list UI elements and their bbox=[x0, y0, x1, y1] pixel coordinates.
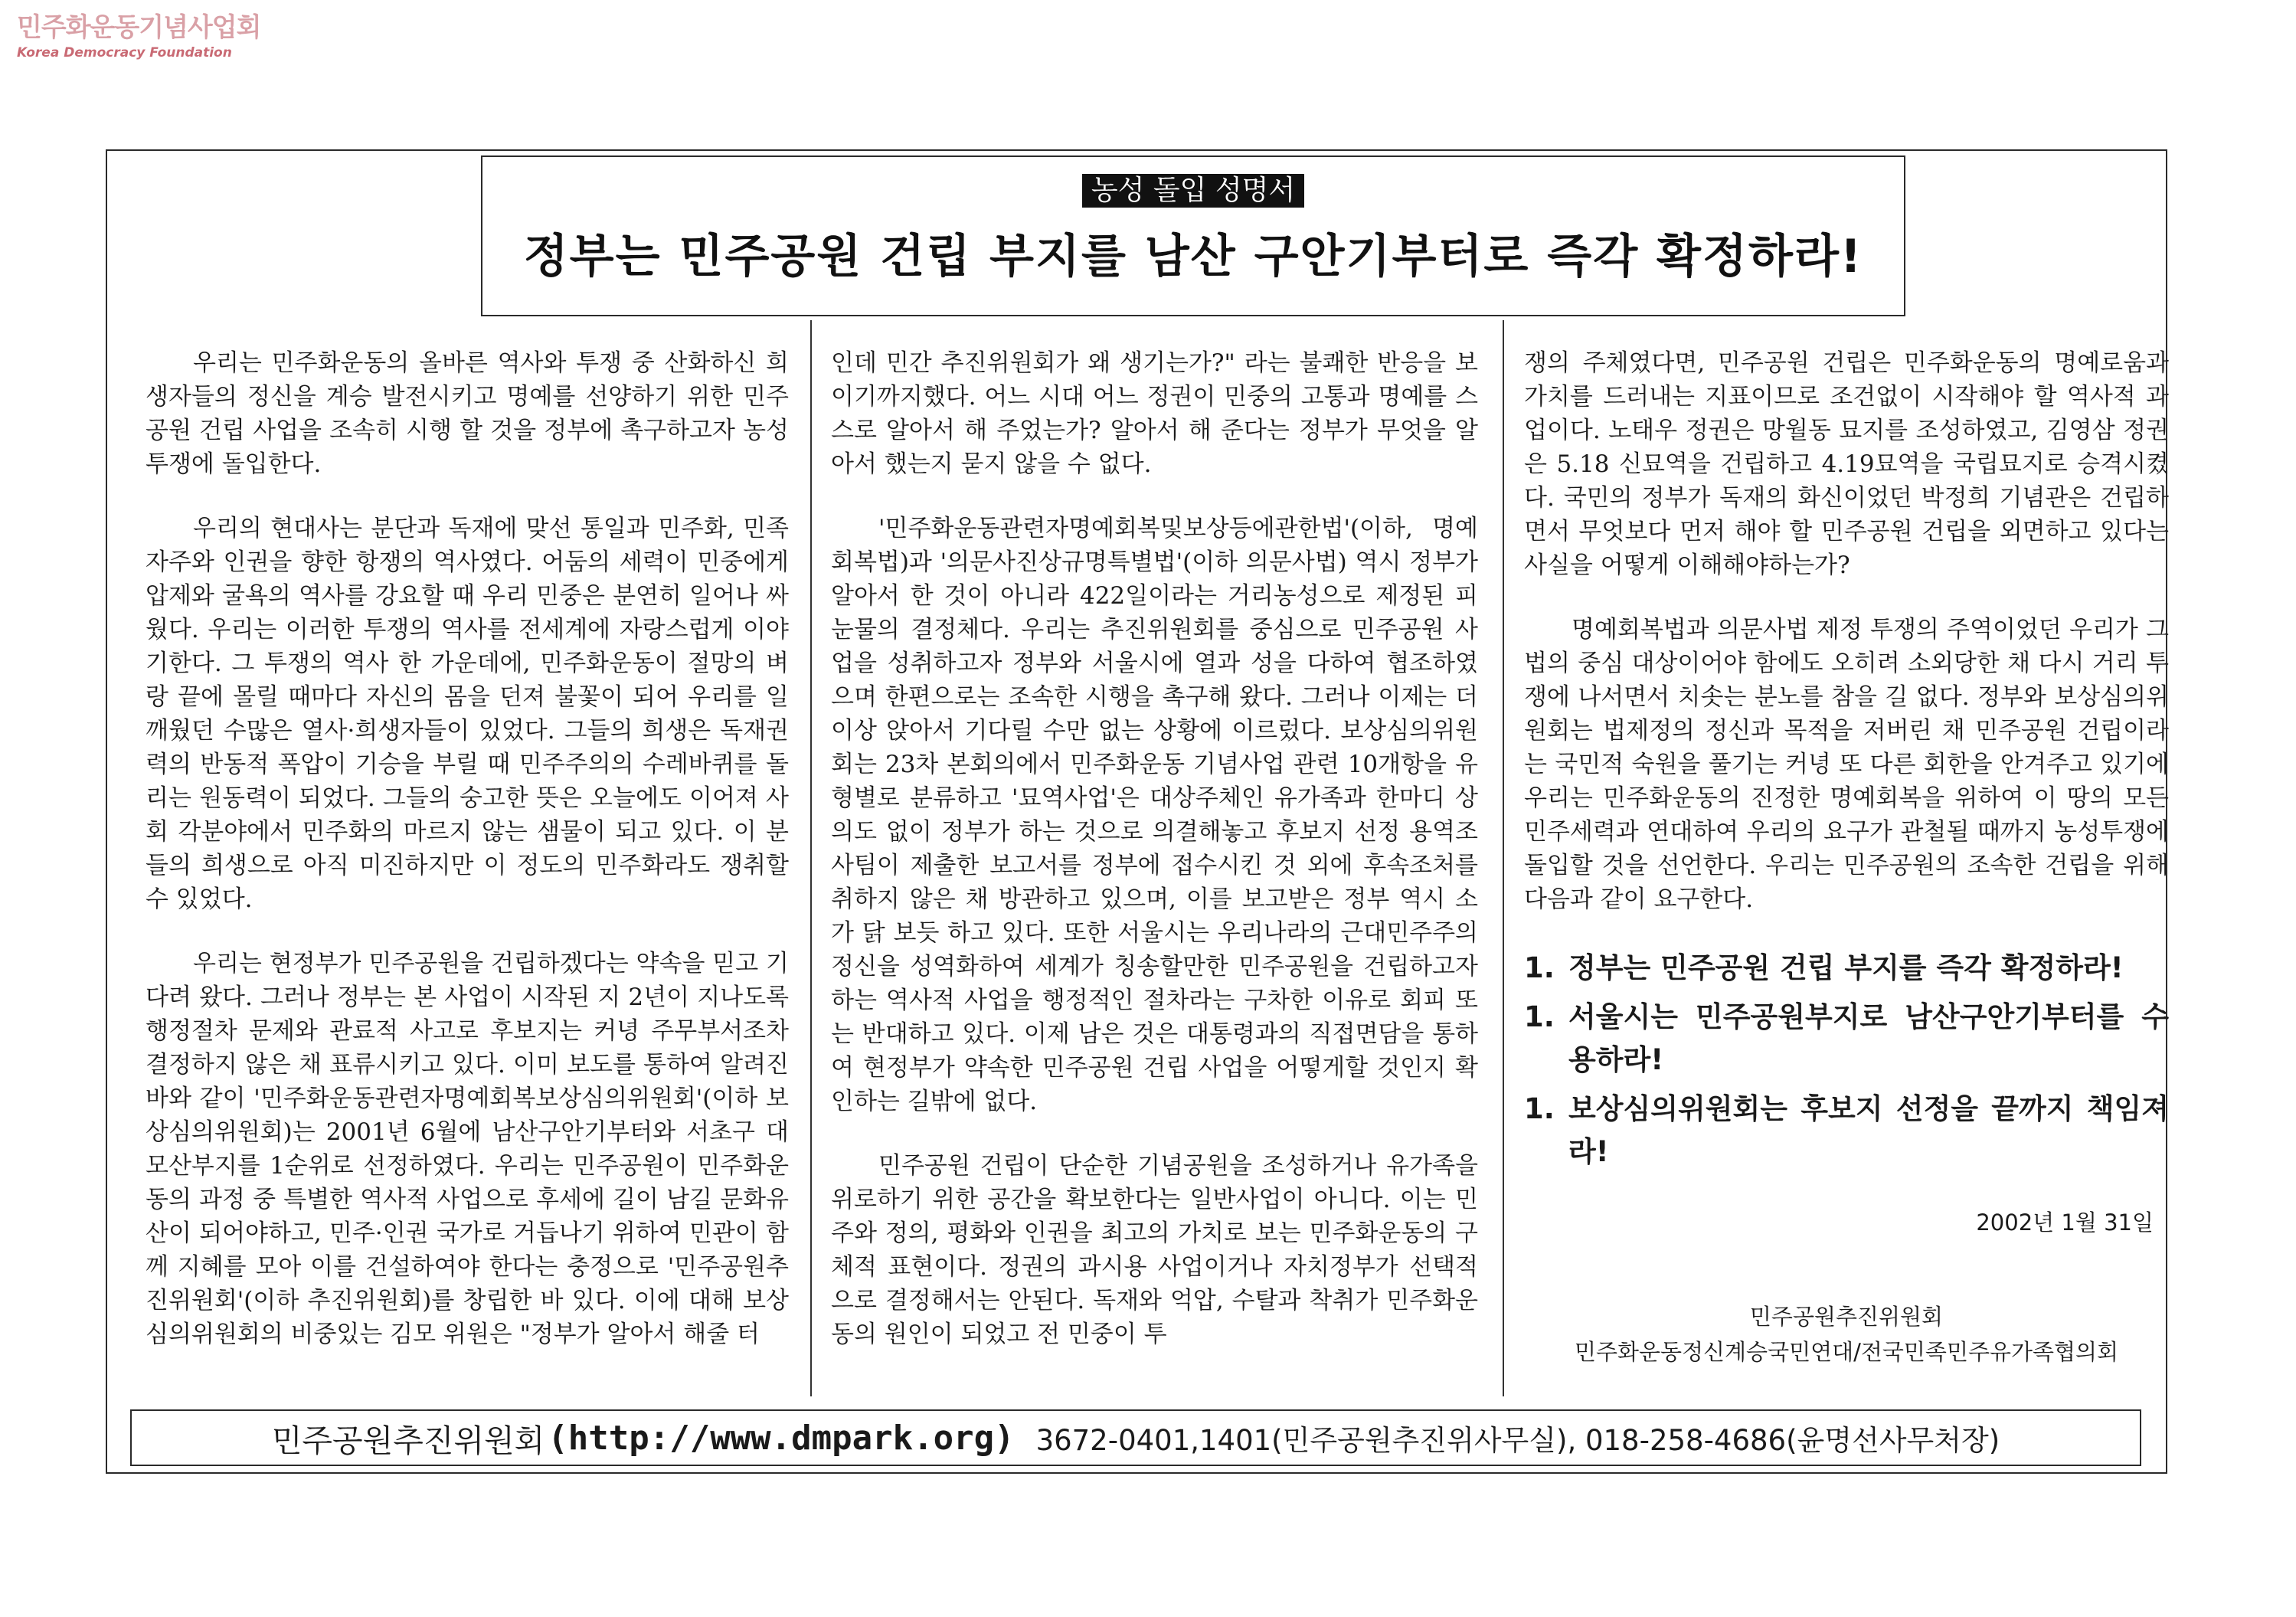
column-divider-2 bbox=[1503, 320, 1504, 1396]
demand-text: 보상심의위원회는 후보지 선정을 끝까지 책임져라! bbox=[1568, 1092, 2169, 1168]
demand-item bbox=[1524, 947, 2169, 990]
watermark-name-en: Korea Democracy Foundation bbox=[17, 45, 232, 61]
paragraph: 우리는 현정부가 민주공원을 건립하겠다는 약속을 믿고 기다려 왔다. 그러나 정부는 본 사업이 시작된 지 2년이 지나도록 행정절차 문제와 관료적 사고로 후보지는 커녕 주무부서조차 결정하지 않은 채 표류시키고 있다. 이미 보도를 통하여 알려진 바와 같이 '민주화운동관련자명예회복보상심의위원회'(이하 보상심의위원회)는 2001년 6월에 남산구안기부터와 서초구 대모산부지를 1순위로 선정하였다. 우리는 민주공원이 민주화운동의 과정 중 특별한 역사적 사업으로 후세에 길이 남길 문화유산이 되어야하고, 민주·인권 국가로 거듭나기 위하여 민관이 함께 지혜를 모아 이를 건설하여야 한다는 충정으로 '민주공원추진위원회'(이하 추진위원회)를 창립한 바 있다. 이에 대해 보상심의위원회의 비중있는 김모 위원은 "정부가 알아서 해줄 터 bbox=[146, 950, 789, 1348]
paragraph: 인데 민간 추진위원회가 왜 생기는가?" 라는 불쾌한 반응을 보이기까지했다. 어느 시대 어느 정권이 민중의 고통과 명예를 스스로 알아서 해 주었는가? 알아서 해 준다는 정부가 무엇을 알아서 했는지 묻지 않을 수 없다. bbox=[831, 349, 1478, 478]
demand-text: 서울시는 민주공원부지로 남산구안기부터를 수용하라! bbox=[1568, 1000, 2169, 1076]
column-2 bbox=[831, 346, 1478, 1382]
paragraph: 명예회복법과 의문사법 제정 투쟁의 주역이었던 우리가 그 법의 중심 대상이어야 함에도 오히려 소외당한 채 다시 거리 투쟁에 나서면서 치솟는 분노를 참을 길 없다. 정부와 보상심의위원회는 법제정의 정신과 목적을 저버린 채 민주공원 건립이라는 국민적 숙원을 풀기는 커녕 또 다른 회한을 안겨주고 있기에 우리는 민주화운동의 진정한 명예회복을 위하여 이 땅의 모든 민주세력과 연대하여 우리의 요구가 관철될 때까지 농성투쟁에 돌입할 것을 선언한다. 우리는 민주공원의 조속한 건립을 위해 다음과 같이 요구한다. bbox=[1524, 616, 2169, 913]
paragraph: '민주화운동관련자명예회복및보상등에관한법'(이하, 명예회복법)과 '의문사진상규명특별법'(이하 의문사법) 역시 정부가 알아서 한 것이 아니라 422일이라는 거리농성으로 제정된 피눈물의 결정체다. 우리는 추진위원회를 중심으로 민주공원 사업을 성취하고자 정부와 서울시에 열과 성을 다하여 협조하였으며 한편으로는 조속한 시행을 촉구해 왔다. 그러나 이제는 더 이상 앉아서 기다릴 수만 없는 상황에 이르렀다. 보상심의위원회는 23차 본회의에서 민주화운동 기념사업 관련 10개항을 유형별로 분류하고 '묘역사업'은 대상주체인 유가족과 한마디 상의도 없이 정부가 하는 것으로 의결해놓고 후보지 선정 용역조사팀이 제출한 보고서를 정부에 접수시킨 것 외에 후속조처를 취하지 않은 채 방관하고 있으며, 이를 보고받은 정부 역시 소가 닭 보듯 하고 있다. 또한 서울시는 우리나라의 근대민주주의 정신을 성역화하여 세계가 칭송할만한 민주공원을 건립하고자 하는 역사적 사업을 행정적인 절차라는 구차한 이유로 회피 또는 반대하고 있다. 이제 남은 것은 대통령과의 직접면담을 통하여 현정부가 약속한 민주공원 건립 사업을 어떻게할 것인지 확인하는 길밖에 없다. bbox=[831, 515, 1478, 1115]
column-divider-1 bbox=[810, 320, 812, 1396]
headline: 정부는 민주공원 건립 부지를 남산 구안기부터로 즉각 확정하라! bbox=[523, 230, 1863, 283]
signatories bbox=[1524, 1299, 2169, 1370]
signer-primary: 민주공원추진위원회 bbox=[1749, 1304, 1944, 1330]
demand-item bbox=[1524, 1088, 2169, 1173]
demands-list bbox=[1524, 947, 2169, 1173]
watermark-name-ko: 민주화운동기념사업회 bbox=[17, 12, 261, 43]
footer-url[interactable]: (http://www.dmpark.org) bbox=[548, 1418, 1015, 1458]
demand-number: 1. bbox=[1524, 951, 1555, 984]
paragraph: 쟁의 주체였다면, 민주공원 건립은 민주화운동의 명예로움과 가치를 드러내는 지표이므로 조건없이 시작해야 할 역사적 과업이다. 노태우 정권은 망월동 묘지를 조성하였고, 김영삼 정권은 5.18 신묘역을 건립하고 4.19묘역을 국립묘지로 승격시켰다. 국민의 정부가 독재의 화신이었던 박정희 기념관은 건립하면서 무엇보다 먼저 해야 할 민주공원 건립을 외면하고 있다는 사실을 어떻게 이해해야하는가? bbox=[1524, 349, 2169, 579]
statement-date: 2002년 1월 31일 bbox=[1976, 1209, 2154, 1236]
demand-text: 정부는 민주공원 건립 부지를 즉각 확정하라! bbox=[1568, 951, 2124, 984]
demand-item bbox=[1524, 996, 2169, 1082]
paragraph: 우리는 민주화운동의 올바른 역사와 투쟁 중 산화하신 희생자들의 정신을 계승 발전시키고 명예를 선양하기 위한 민주공원 건립 사업을 조속히 시행 할 것을 정부에 촉구하고자 농성 투쟁에 돌입한다. bbox=[146, 349, 789, 478]
column-1 bbox=[146, 346, 789, 1382]
statement-badge: 농성 돌입 성명서 bbox=[1082, 174, 1304, 208]
demand-number: 1. bbox=[1524, 1000, 1555, 1033]
demand-number: 1. bbox=[1524, 1092, 1555, 1125]
title-box bbox=[481, 155, 1905, 316]
watermark-logo bbox=[17, 11, 260, 61]
column-3 bbox=[1524, 346, 2169, 1370]
paragraph: 우리의 현대사는 분단과 독재에 맞선 통일과 민주화, 민족자주와 인권을 향한 항쟁의 역사였다. 어둠의 세력이 민중에게 압제와 굴욕의 역사를 강요할 때 우리 민중은 분연히 일어나 싸웠다. 우리는 이러한 투쟁의 역사를 전세계에 자랑스럽게 이야기한다. 그 투쟁의 역사 한 가운데에, 민주화운동이 절망의 벼랑 끝에 몰릴 때마다 자신의 몸을 던져 불꽃이 되어 우리를 일깨웠던 수많은 열사·희생자들이 있었다. 그들의 희생은 독재권력의 반동적 폭압이 기승을 부릴 때 민주주의의 수레바퀴를 돌리는 원동력이 되었다. 그들의 숭고한 뜻은 오늘에도 이어져 사회 각분야에서 민주화의 마르지 않는 샘물이 되고 있다. 이 분들의 희생으로 아직 미진하지만 이 정도의 민주화라도 쟁취할 수 있었다. bbox=[146, 515, 789, 913]
paragraph: 민주공원 건립이 단순한 기념공원을 조성하거나 유가족을 위로하기 위한 공간을 확보한다는 일반사업이 아니다. 이는 민주와 정의, 평화와 인권을 최고의 가치로 보는 민주화운동의 구체적 표현이다. 정권의 과시용 사업이거나 자치정부가 선택적으로 결정해서는 안된다. 독재와 억압, 수탈과 착취가 민주화운동의 원인이 되었고 전 민중이 투 bbox=[831, 1152, 1478, 1348]
footer-contact: 3672-0401,1401(민주공원추진위사무실), 018-258-4686(윤명선사무처장) bbox=[1035, 1424, 2000, 1457]
signer-secondary: 민주화운동정신계승국민연대/전국민족민주유가족협의회 bbox=[1574, 1339, 2119, 1365]
footer-org: 민주공원추진위원회 bbox=[271, 1422, 545, 1459]
contact-footer bbox=[130, 1409, 2141, 1466]
